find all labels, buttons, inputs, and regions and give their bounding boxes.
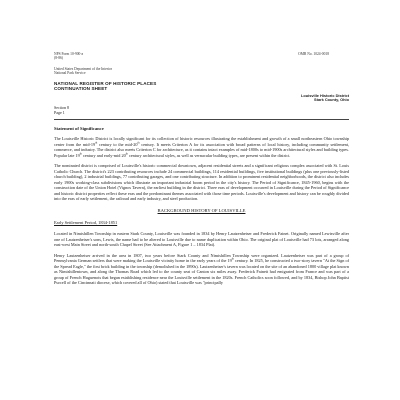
district-block [54,94,349,103]
form-number: NPS Form 10-900-a [54,52,84,56]
register-title [54,81,349,92]
paragraph-text: The Louisville Historic District is locally significant for its collection of historic resources illustrating the establishment and growth of a small northeastern Ohio township center from the mid-19 [54,136,349,147]
header-divider [54,119,349,120]
register-title-line1: NATIONAL REGISTER OF HISTORIC PLACES [54,80,157,86]
paragraph-text: century to the mid-20 [97,141,138,147]
section-label: Section 8 [54,105,69,110]
paragraph-text: Henry Lautzenheiser arrived in the area in 1807, two years before Stark County and Nimishillen Township were organized. Lautzenheiser was part of a group of Pennsylvania German settlers that were making the Louisville vicinity home in the early years of the 19 [54,252,349,264]
superscript: th [125,152,128,156]
page-label: Page 1 [54,109,65,115]
early-settlement-heading: Early Settlement Period, 1834-1851 [54,219,118,225]
omb-number: OMB No. 1024-0018 [298,52,329,56]
service-name: National Park Service [54,71,86,76]
section-page-block [54,106,349,116]
paragraph-founding [54,231,349,248]
district-county: Stark County, Ohio [314,97,349,103]
form-header [54,52,349,61]
agency-block [54,67,349,76]
paragraph-text: century. In 1825, he constructed a two-story tavern "At the Sign of the Spread Eagle," the first brick building in the township (demolished in the 1890s). Lautzenheiser's tavern was located on the site of an abandoned 1800 village plat known as Nimishillentown, and along the Thomas Road which led to the county seat of Canton six miles away. Frederick Faineit had emigrated from France and was part of a group of French Huguenots that began establishing residence near the Louisville settlement in the 1820s. French Catholics soon followed, and by 1834, Bishop John Baptist Purcell of the Cincinnati diocese, which covered all of Ohio) stated that Louisville was "principally [54,258,349,286]
superscript: th [79,152,82,156]
superscript: th [231,257,234,261]
superscript: th [137,141,140,145]
paragraph-text: Located in Nimishillen Township in eastern Stark County, Louisville was founded in 1834 by Henry Lautzenheiser and Frederick Fainet. Originally named Lewisville after one of Lautzenheiser's sons, Lewis, the name had to be altered to Louisville due to name duplication within Ohio. The original plat of Louisville had 73 lots, arranged along east-west Main Street and north-south Chapel Street (See Attachment A, Figure 1 – 1834 Plat). [54,231,349,248]
district-name: Louisville Historic District [301,92,349,98]
paragraph-significance [54,136,349,158]
background-heading: BACKGROUND HISTORY OF LOUISVILLE [157,208,246,214]
form-date: (8-86) [54,56,63,61]
paragraph-text: century architectural styles, as well as vernacular building types, are present within the district. [127,152,291,158]
form-id-block [54,52,83,61]
paragraph-text: century and early-mid 20 [81,152,126,158]
superscript: th [95,141,98,145]
paragraph-lautzenheiser [54,253,349,286]
paragraph-text: century. It meets Criterion A for its association with broad patterns of local history, including community settlement, commerce, and industry. The district also meets Criterion C for architecture, as it contains intact examples of mid-1800s to mid-1900s architectural styles and building types. Popular late 19 [54,141,349,158]
register-title-line2: CONTINUATION SHEET [54,86,108,92]
department-name: United States Department of the Interior [54,66,112,71]
paragraph-district-description: The nominated district is comprised of Louisville's historic commercial downtown, adjacent residential streets and a significant religious complex associated with St. Louis Catholic Church. The district's 223 contributing resources include 24 commercial buildings, 114 residential buildings, five institutional buildings (plus one previously-listed church building), 2 industrial buildings, 77 contributing garages, and one contributing structure. In addition to prominent residential neighborhoods, the district also includes early 1900s working-class subdivisions which illustrate an important industrial boom period in the city's history. The Period of Significance, 1845-1960, begins with the construction date of the Union Hotel (Vignos Tavern), the earliest building in the district. Three eras of development occurred in Louisville during the Period of Significance and historic district properties reflect these eras and the predominant themes associated with those time periods. Louisville's development and history can be roughly divided into the eras of early settlement, the railroad and early industry, and steel production. [54,163,349,202]
statement-heading: Statement of Significance [54,125,104,131]
